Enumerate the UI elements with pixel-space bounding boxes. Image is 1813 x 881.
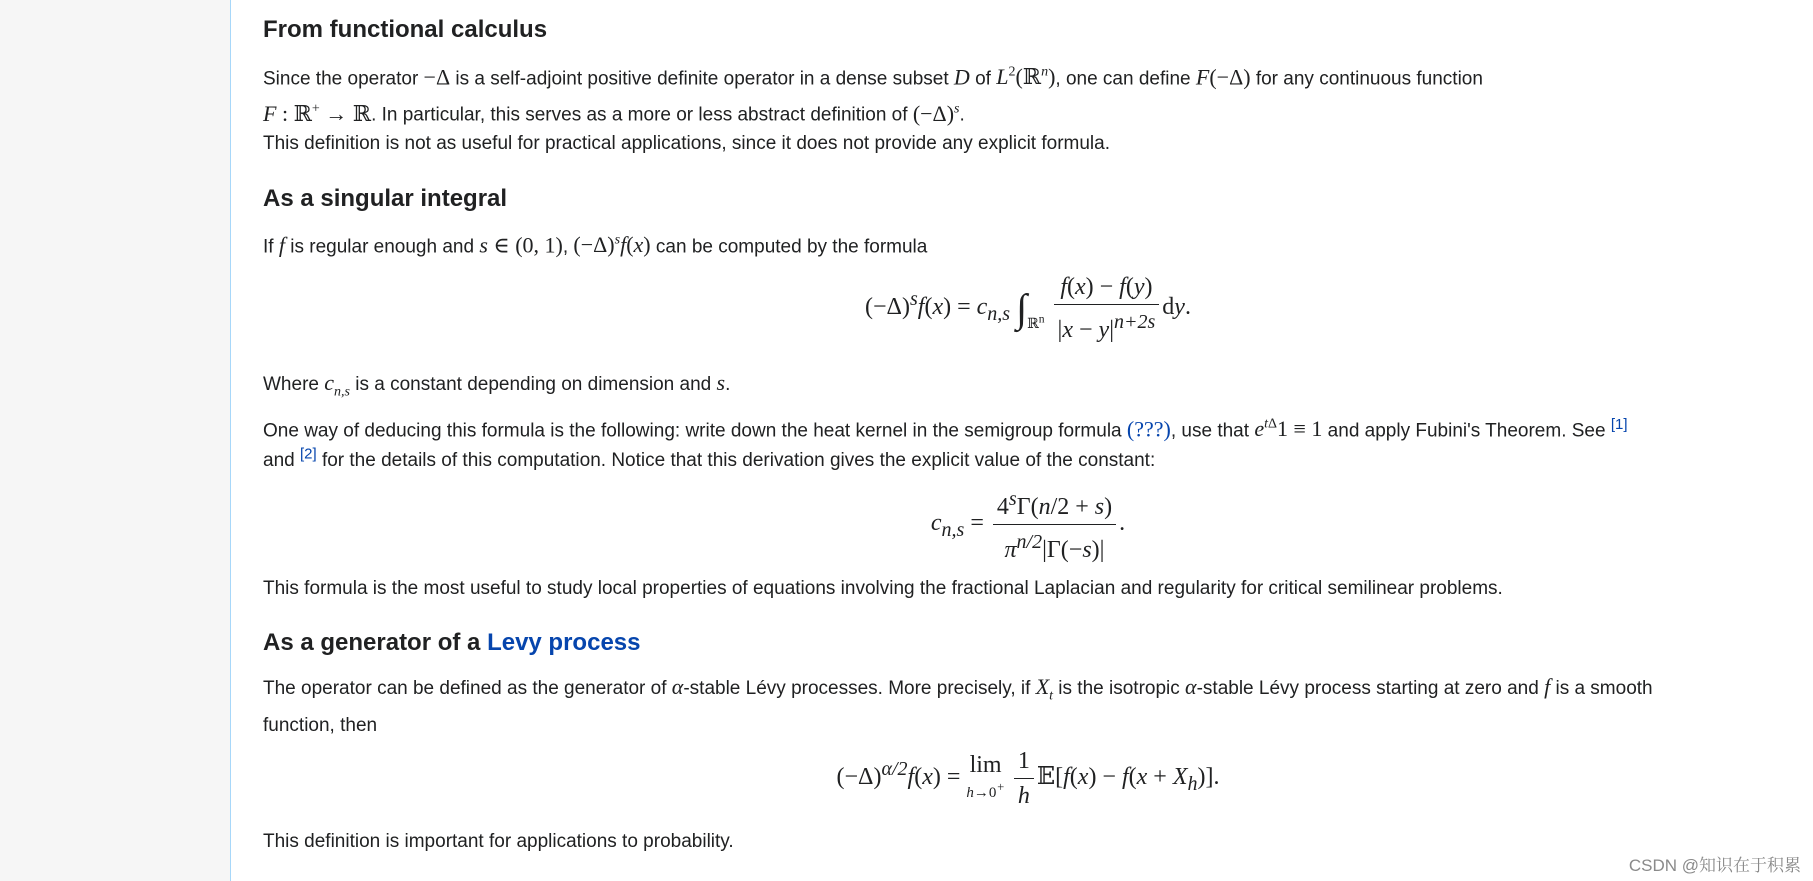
formula-constant: $c_{n,s}$ = $\frac{4^s\Gamma(n/2 + s)}{\pi^{n/2}|\Gamma(-s)|}$ . — [263, 484, 1793, 565]
para-functional-calculus-2: This definition is not as useful for practical applications, since it does not provide any explicit formula. — [263, 133, 1110, 154]
heading-functional-calculus: From functional calculus — [263, 16, 548, 43]
heading-levy-process: As a generator of a Levy process — [263, 629, 641, 656]
para-levy-2: This definition is important for applications to probability. — [263, 831, 734, 852]
para-functional-calculus-1: Since the operator −Δ is a self-adjoint positive definite operator in a dense subset D of $L^2(ℝ^n)$, one can define F(−Δ) for any continuous function F : ℝ+ → ℝ. In particular, this serves as a more or less abstract definition of $(-\Delta)^s$. — [263, 64, 1483, 126]
para-singular-integral-1: If f is regular enough and s ∈ (0, 1), $(-\Delta)^sf(x)$ can be computed by the formula — [263, 232, 928, 258]
levy-process-link[interactable]: Levy process — [487, 629, 641, 656]
formula-singular-integral: $(-\Delta)^sf(x) = c_{n,s}$ $\int_{ℝ^n}$ $\frac{f(x) - f(y)}{|x - y|^{n+2s}}$ dy. — [865, 274, 1191, 343]
para-singular-integral-3: One way of deducing this formula is the following: write down the heat kernel in the semigroup formula (???), use that $e^{t\Delta}1 \equiv 1$ and apply Fubini's Theorem. See [1] and [2] for the details of this computation. Notice that this derivation gives the explicit value of the constant: — [263, 416, 1628, 472]
csdn-watermark: CSDN @知识在于积累 — [1628, 856, 1801, 875]
equation-ref-link[interactable]: (???) — [1126, 416, 1171, 442]
heading-singular-integral: As a singular integral — [263, 185, 508, 212]
para-levy-1: The operator can be defined as the generator of α-stable Lévy processes. More precisely, if $X_t$ is the isotropic α-stable Lévy process starting at zero and f is a smooth function, then — [263, 674, 1653, 737]
formula-levy-generator: $(-\Delta)^{\alpha/2}f(x)$ = lim h→0+ $\frac{1}{h}$ 𝔼[f(x) − $f(x + X_h)$]. — [836, 748, 1220, 809]
para-singular-integral-2: Where $c_{n,s}$ is a constant depending on dimension and s. — [263, 370, 731, 400]
citation-1-link[interactable]: [1] — [1610, 416, 1628, 433]
para-singular-integral-4: This formula is the most useful to study local properties of equations involving the fractional Laplacian and regularity for critical semilinear problems. — [263, 578, 1503, 599]
left-sidebar — [0, 0, 231, 881]
citation-2-link[interactable]: [2] — [299, 446, 317, 463]
